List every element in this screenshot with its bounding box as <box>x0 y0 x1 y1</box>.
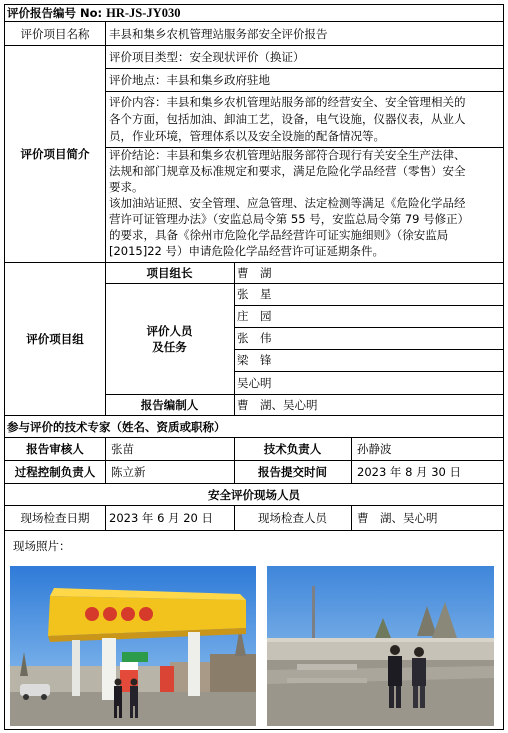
project-team-label: 评价项目组 <box>26 332 84 346</box>
tech-lead-label: 技术负责人 <box>263 442 322 456</box>
project-conclusion-line-5: 营许可证管理办法》（安监总局令第 55 号，安监总局令第 79 号修正） <box>109 212 470 226</box>
project-team-block <box>5 263 503 416</box>
report-writer-label: 报告编制人 <box>140 398 199 412</box>
site-section-row <box>5 484 503 506</box>
project-name-label: 评价项目名称 <box>20 26 90 41</box>
project-conclusion-line-6: 的要求，具备《徐州市危险化学品经营许可证实施细则》（徐安监局 <box>109 228 449 242</box>
submit-date-label: 报告提交时间 <box>258 465 327 479</box>
report-number-label: 评价报告编号 No: <box>7 6 103 20</box>
site-check-row <box>5 506 503 531</box>
site-check-date-label: 现场检查日期 <box>20 511 90 525</box>
project-conclusion-line-7: [2015]22 号）申请危险化学品经营许可证延期条件。 <box>109 244 385 258</box>
yard-illustration <box>267 566 494 726</box>
experts-header-row <box>5 416 503 438</box>
experts-header: 参与评价的技术专家（姓名、资质或职称） <box>7 419 226 434</box>
project-type-line: 评价项目类型：安全现状评价（换证） <box>109 50 305 64</box>
team-leader-label: 项目组长 <box>146 266 193 280</box>
reviewer-label: 报告审核人 <box>26 442 84 456</box>
site-check-staff-value: 曹 湖、吴心明 <box>357 511 438 525</box>
project-content-line-3: 员，作业环境，管理体系以及安全设施的配备情况等。 <box>109 129 385 143</box>
project-content-line-2: 各个方面，包括加油、卸油工艺，设备，电气设施，仪器仪表，从业人 <box>109 112 466 126</box>
gas-station-illustration <box>10 566 256 726</box>
site-photo-gas-station <box>10 566 256 726</box>
process-lead-label: 过程控制负责人 <box>14 465 96 479</box>
tech-lead-name: 孙静波 <box>357 442 392 456</box>
submit-date-value: 2023 年 8 月 30 日 <box>357 465 461 479</box>
process-lead-name: 陈立新 <box>111 465 146 479</box>
reviewer-name: 张苗 <box>111 442 134 456</box>
team-staff-1: 张 星 <box>237 287 272 301</box>
project-brief-block <box>5 46 503 263</box>
project-name-value: 丰县和集乡农机管理站服务部安全评价报告 <box>109 26 328 41</box>
project-conclusion-line-4: 该加油站证照、安全管理、应急管理、法定检测等满足《危险化学品经 <box>109 196 466 210</box>
project-name-row <box>5 22 503 46</box>
team-staff-2: 庄 园 <box>237 309 272 323</box>
team-staff-label-line-2: 及任务 <box>152 339 187 354</box>
site-photo-yard <box>267 566 494 726</box>
team-staff-3: 张 伟 <box>237 331 272 345</box>
project-conclusion-line-3: 要求。 <box>109 180 144 194</box>
report-number-row <box>5 5 503 22</box>
process-lead-row <box>5 461 503 484</box>
site-section-title: 安全评价现场人员 <box>208 487 300 502</box>
project-content-line-1: 评价内容：丰县和集乡农机管理站服务部的经营安全、安全管理相关的 <box>109 95 466 109</box>
report-number-value: HR-JS-JY030 <box>106 5 181 20</box>
project-brief-label: 评价项目简介 <box>20 147 90 161</box>
site-check-staff-label: 现场检查人员 <box>258 511 327 525</box>
site-check-date-value: 2023 年 6 月 20 日 <box>109 511 213 525</box>
project-location-line: 评价地点：丰县和集乡政府驻地 <box>109 73 270 87</box>
team-staff-label <box>105 283 234 394</box>
station-sign-dot-3 <box>121 607 135 621</box>
team-staff-label-line-1: 评价人员 <box>146 323 193 338</box>
team-leader-name: 曹 湖 <box>237 266 272 280</box>
team-staff-4: 梁 锋 <box>237 353 272 367</box>
report-form <box>4 4 504 730</box>
project-conclusion-line-2: 法规和部门规章及标准规定和要求，满足危险化学品经营（零售）安全 <box>109 164 466 178</box>
report-writer-names: 曹 湖、吴心明 <box>237 398 318 412</box>
photos-label: 现场照片： <box>13 539 71 553</box>
reviewer-row <box>5 438 503 461</box>
team-staff-5: 吴心明 <box>237 375 272 390</box>
project-conclusion-line-1: 评价结论：丰县和集乡农机管理站服务部符合现行有关安全生产法律、 <box>109 148 466 162</box>
station-sign-dot-4 <box>139 607 153 621</box>
station-sign-dot-1 <box>85 607 99 621</box>
station-sign-dot-2 <box>103 607 117 621</box>
